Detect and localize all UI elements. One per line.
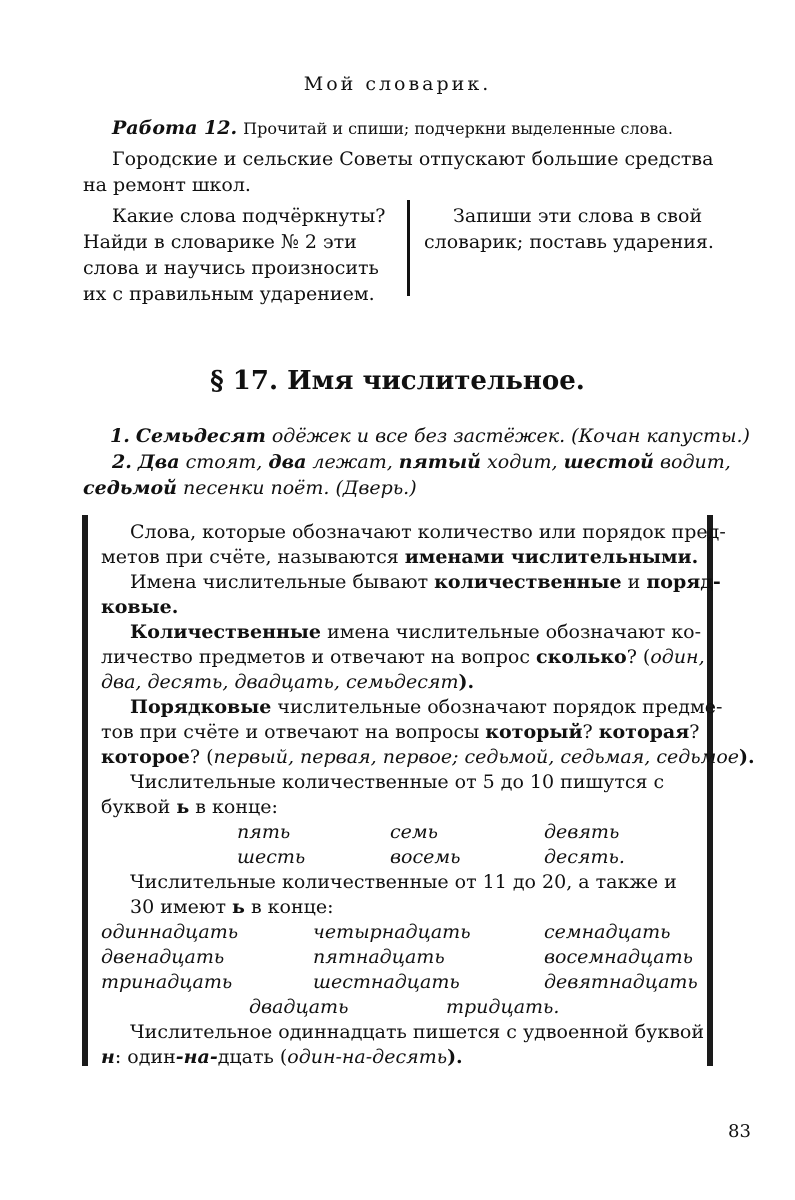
left-col-line: Какие слова подчёркнуты?	[112, 205, 386, 227]
rule-line	[101, 719, 699, 745]
right-col-line: Запиши эти слова в свой	[453, 205, 703, 227]
rule-text: ?	[689, 721, 700, 743]
page-number: 83	[728, 1121, 751, 1142]
rule-line	[130, 569, 721, 595]
exercise-label: Работа 12.	[112, 117, 238, 139]
rule-example: два, десять, двадцать, семьдесят	[101, 671, 459, 693]
rule-line	[101, 794, 278, 820]
numeral-word: двенадцать	[101, 946, 225, 968]
numeral-word: тринадцать	[101, 971, 233, 993]
rule-text: тов при счёте и отвечают на вопросы	[101, 721, 486, 743]
rule-term: количественные	[434, 571, 622, 593]
rule-box-left-border	[82, 515, 88, 1066]
riddle-number: 2.	[112, 451, 132, 473]
rule-text: личество предметов и отвечают на вопрос	[101, 646, 537, 668]
riddle-text: одёжек и все без застёжек. (Кочан капусты.)	[265, 425, 750, 447]
numeral-word: шестнадцать	[313, 971, 460, 993]
riddle-text: водит,	[653, 451, 731, 473]
rule-text: 30 имеют	[130, 896, 232, 918]
rule-line	[130, 894, 334, 920]
numeral-word: пять	[237, 821, 291, 843]
riddle-keyword: седьмой	[83, 477, 177, 499]
right-col-line: словарик; поставь ударения.	[424, 231, 714, 253]
section-title: § 17. Имя числительное.	[210, 366, 585, 396]
rule-text: и	[621, 571, 647, 593]
exercise-sentence-line1: Городские и сельские Советы отпускают большие средства	[112, 148, 714, 170]
rule-letter: -на-	[175, 1046, 218, 1068]
rule-line	[101, 1044, 463, 1070]
riddle-keyword: Семьдесят	[135, 425, 266, 447]
rule-text: : один	[114, 1046, 176, 1068]
rule-text: ).	[739, 746, 755, 768]
rule-example: один-на-десять	[287, 1046, 448, 1068]
rule-term: именами числительными.	[404, 546, 699, 568]
numeral-word: десять.	[544, 846, 625, 868]
rule-text: в конце:	[189, 796, 278, 818]
riddle-number: 1.	[110, 425, 130, 447]
page-header: Мой словарик.	[303, 73, 492, 95]
numeral-word: одиннадцать	[101, 921, 239, 943]
rule-line: ковые.	[101, 596, 179, 618]
numeral-word: семнадцать	[544, 921, 671, 943]
exercise-sentence-line2: на ремонт школ.	[83, 174, 251, 196]
rule-line	[130, 619, 701, 645]
rule-text: буквой	[101, 796, 177, 818]
rule-term: сколько	[536, 646, 627, 668]
rule-text: имена числительные обозначают ко-	[321, 621, 702, 643]
riddle-2-line2	[83, 475, 417, 501]
left-col-line: Найди в словарике № 2 эти	[83, 231, 357, 253]
rule-line: Числительные количественные от 5 до 10 пишутся с	[130, 771, 665, 793]
rule-text: ? (	[626, 646, 651, 668]
left-col-line: слова и научись произносить	[83, 257, 379, 279]
riddle-text: песенки поёт. (Дверь.)	[176, 477, 417, 499]
exercise-instruction	[112, 115, 673, 142]
exercise-instruction-text: Прочитай и спиши; подчеркни выделенные слова.	[243, 119, 673, 138]
riddle-keyword: пятый	[398, 451, 481, 473]
rule-text: дцать (	[217, 1046, 288, 1068]
rule-text: Имена числительные бывают	[130, 571, 435, 593]
rule-example: один,	[650, 646, 705, 668]
rule-term: поряд-	[646, 571, 721, 593]
rule-line	[101, 669, 474, 695]
numeral-word: тридцать.	[446, 996, 560, 1018]
numeral-word: шесть	[237, 846, 306, 868]
rule-line: Слова, которые обозначают количество или порядок пред-	[130, 521, 726, 543]
rule-term: Порядковые	[130, 696, 272, 718]
riddle-text: стоят,	[179, 451, 269, 473]
rule-text: ).	[447, 1046, 463, 1068]
riddle-text: лежат,	[306, 451, 399, 473]
rule-text: метов при счёте, называются	[101, 546, 405, 568]
riddle-keyword: шестой	[563, 451, 654, 473]
numeral-word: четырнадцать	[313, 921, 471, 943]
numeral-word: девятнадцать	[544, 971, 698, 993]
numeral-word: восемнадцать	[544, 946, 693, 968]
rule-line: Числительное одиннадцать пишется с удвоенной буквой	[130, 1021, 704, 1043]
rule-line	[101, 544, 698, 570]
rule-letter: ь	[176, 796, 190, 818]
numeral-word: восемь	[390, 846, 461, 868]
rule-line: Числительные количественные от 11 до 20, а также и	[130, 871, 677, 893]
rule-text: в конце:	[244, 896, 334, 918]
rule-term: Количественные	[130, 621, 322, 643]
riddle-keyword: два	[268, 451, 307, 473]
rule-text: ? (	[189, 746, 214, 768]
numeral-word: пятнадцать	[313, 946, 445, 968]
left-col-line: их с правильным ударением.	[83, 283, 375, 305]
riddle-text: ходит,	[481, 451, 564, 473]
riddle-keyword: Два	[137, 451, 180, 473]
rule-text: числительные обозначают порядок предме-	[271, 696, 723, 718]
rule-line	[101, 744, 755, 770]
rule-term: которая	[598, 721, 690, 743]
column-divider	[407, 200, 410, 296]
rule-line	[101, 644, 705, 670]
numeral-word: семь	[390, 821, 438, 843]
rule-term: которое	[101, 746, 190, 768]
rule-text: ?	[582, 721, 599, 743]
rule-letter: н	[101, 1046, 115, 1068]
numeral-word: двадцать	[249, 996, 349, 1018]
rule-letter: ь	[232, 896, 245, 918]
rule-example: первый, первая, первое; седьмой, седьмая, седьмое	[213, 746, 740, 768]
numeral-word: девять	[544, 821, 620, 843]
riddle-1	[110, 423, 750, 449]
rule-text: ).	[458, 671, 475, 693]
riddle-2-line1	[112, 449, 731, 475]
rule-line	[130, 694, 722, 720]
rule-box-right-border	[707, 515, 713, 1066]
rule-term: который	[485, 721, 583, 743]
